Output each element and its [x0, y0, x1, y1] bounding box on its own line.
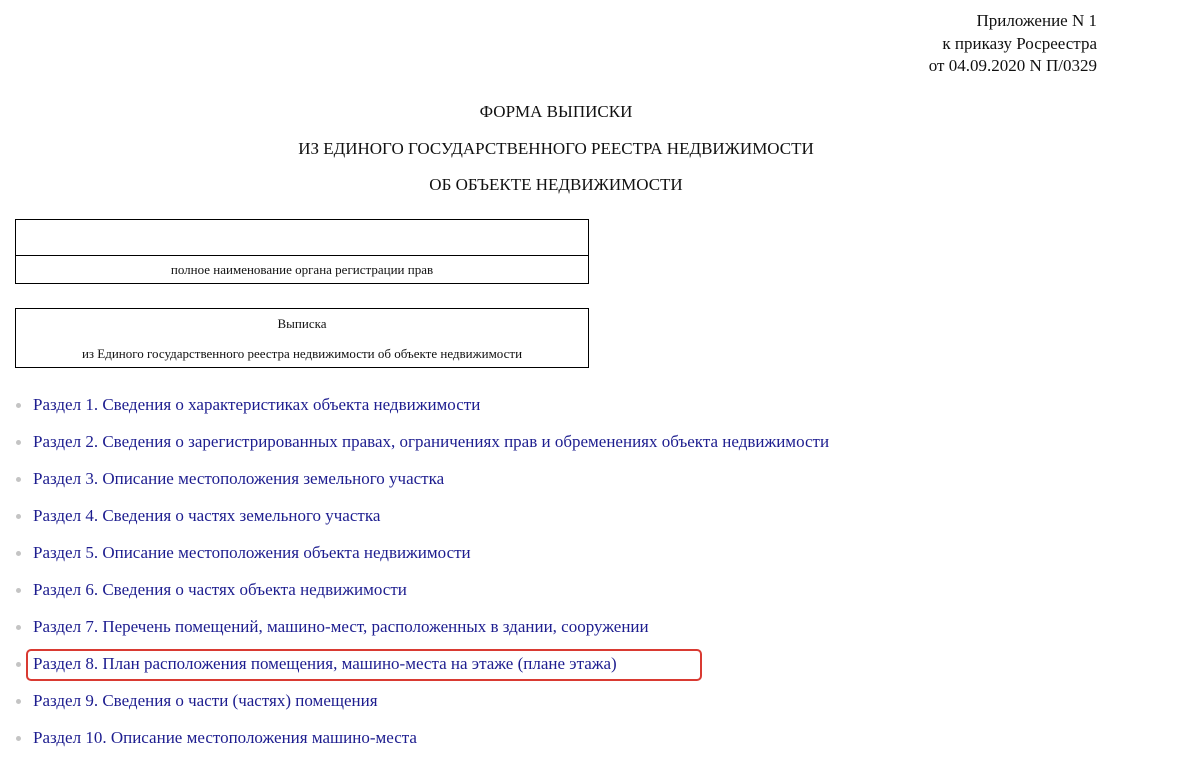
list-item: [0, 425, 829, 462]
appendix-line-1: Приложение N 1: [976, 11, 1097, 30]
form-title-line-1: ФОРМА ВЫПИСКИ: [479, 102, 633, 121]
appendix-header: [929, 10, 1097, 78]
section-link-7[interactable]: Раздел 7. Перечень помещений, машино-мест, расположенных в здании, сооружении: [33, 617, 649, 636]
bullet-icon: [16, 588, 21, 593]
list-item: [0, 388, 829, 425]
list-item: [0, 684, 829, 721]
appendix-line-3: от 04.09.2020 N П/0329: [928, 56, 1097, 75]
registry-authority-box: [15, 219, 589, 284]
extract-title-box: [15, 308, 589, 368]
list-item: [0, 721, 829, 758]
section-link-3[interactable]: Раздел 3. Описание местоположения земельного участка: [33, 469, 445, 488]
section-link-8[interactable]: Раздел 8. План расположения помещения, машино-места на этаже (плане этажа): [33, 654, 617, 673]
bullet-icon: [16, 551, 21, 556]
bullet-icon: [16, 625, 21, 630]
extract-subtitle: из Единого государственного реестра недвижимости об объекте недвижимости: [81, 346, 523, 361]
bullet-icon: [16, 736, 21, 741]
list-item: [0, 462, 829, 499]
list-item: [0, 499, 829, 536]
registry-authority-caption: полное наименование органа регистрации прав: [170, 262, 434, 277]
list-item: [0, 610, 829, 647]
list-item: [0, 647, 829, 684]
section-link-10[interactable]: Раздел 10. Описание местоположения машино-места: [33, 728, 417, 747]
section-link-1[interactable]: Раздел 1. Сведения о характеристиках объекта недвижимости: [33, 395, 481, 414]
form-title-line-2: ИЗ ЕДИНОГО ГОСУДАРСТВЕННОГО РЕЕСТРА НЕДВИЖИМОСТИ: [298, 139, 814, 158]
section-list: [0, 388, 829, 758]
registry-authority-value: [16, 220, 588, 256]
bullet-icon: [16, 662, 21, 667]
section-link-9[interactable]: Раздел 9. Сведения о части (частях) помещения: [33, 691, 378, 710]
list-item: [0, 573, 829, 610]
section-link-4[interactable]: Раздел 4. Сведения о частях земельного участка: [33, 506, 381, 525]
bullet-icon: [16, 477, 21, 482]
section-link-6[interactable]: Раздел 6. Сведения о частях объекта недвижимости: [33, 580, 407, 599]
bullet-icon: [16, 699, 21, 704]
extract-title: Выписка: [277, 316, 327, 331]
bullet-icon: [16, 403, 21, 408]
list-item: [0, 536, 829, 573]
section-link-2[interactable]: Раздел 2. Сведения о зарегистрированных правах, ограничениях прав и обременениях объекта недвижимости: [33, 432, 830, 451]
appendix-line-2: к приказу Росреестра: [942, 33, 1097, 53]
section-link-5[interactable]: Раздел 5. Описание местоположения объекта недвижимости: [33, 543, 471, 562]
bullet-icon: [16, 440, 21, 445]
bullet-icon: [16, 514, 21, 519]
form-title-line-3: ОБ ОБЪЕКТЕ НЕДВИЖИМОСТИ: [429, 175, 683, 194]
